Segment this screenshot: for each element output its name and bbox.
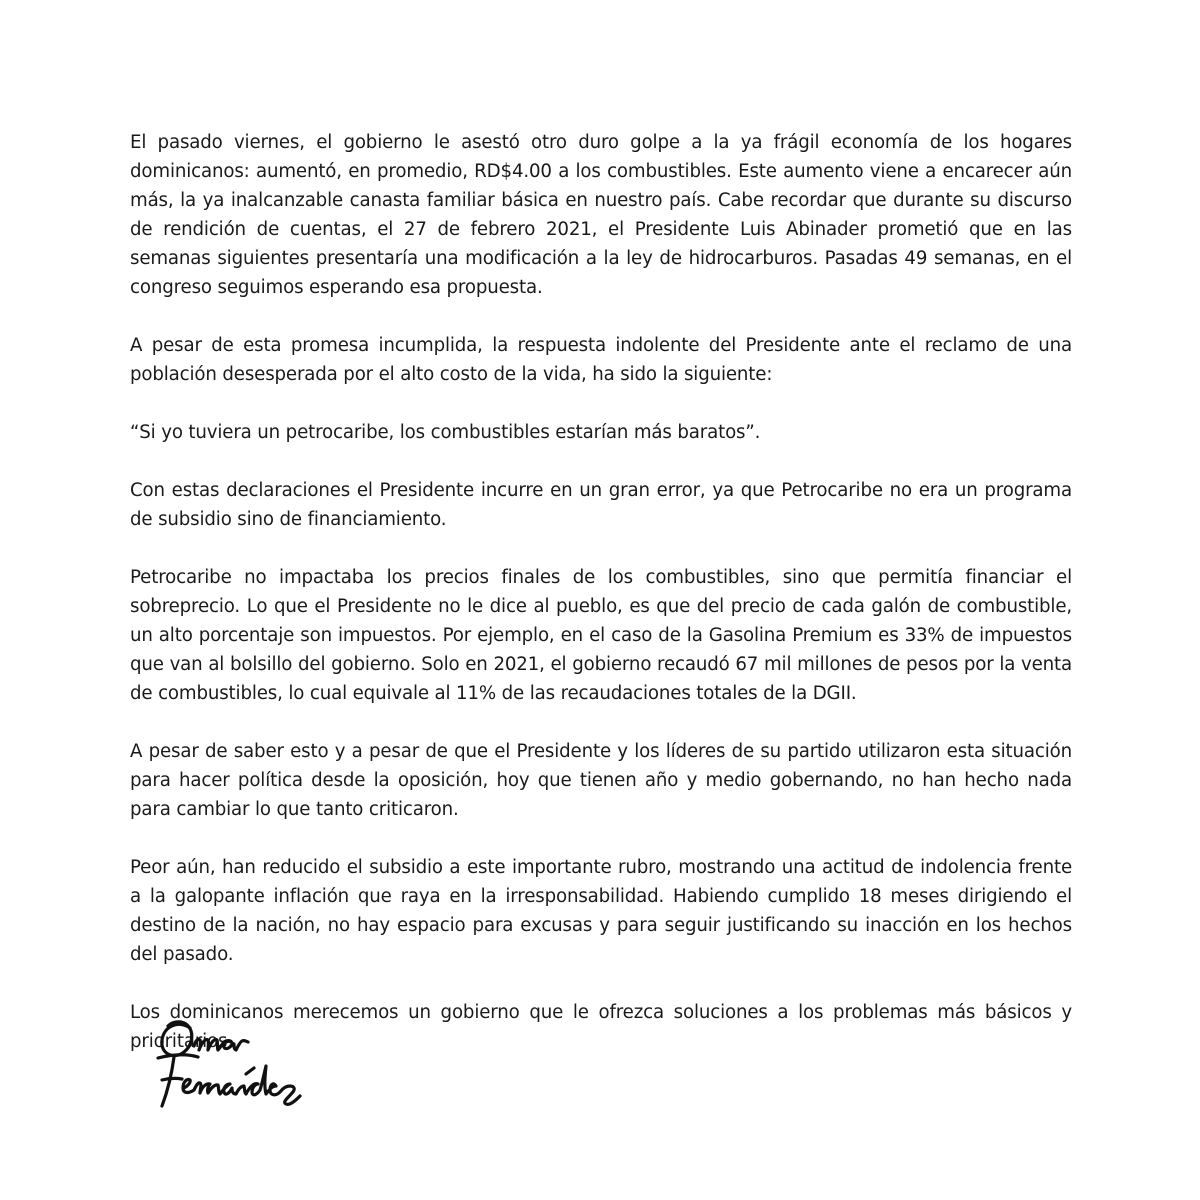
paragraph-petrocaribe-error: Con estas declaraciones el Presidente incurre en un gran error, ya que Petrocaribe no era un programa de subsidio sino de financiamiento.: [130, 480, 1072, 530]
paragraph-conclusion: Los dominicanos merecemos un gobierno que le ofrezca soluciones a los problemas más básicos y prioritarios.: [130, 1002, 1072, 1052]
paragraph-opposition-politics: A pesar de saber esto y a pesar de que el Presidente y los líderes de su partido utilizaron esta situación para hacer política desde la oposición, hoy que tienen año y medio gobernando, no han hecho nada para cambiar lo que tanto criticaron.: [130, 741, 1072, 820]
paragraph-subsidy-reduction: Peor aún, han reducido el subsidio a este importante rubro, mostrando una actitud de indolencia frente a la galopante inflación que raya en la irresponsabilidad. Habiendo cumplido 18 meses dirigiendo el destino de la nación, no hay espacio para excusas y para seguir justificando su inacción en los hechos del pasado.: [130, 857, 1072, 965]
handwritten-signature: [128, 1010, 338, 1110]
paragraph-taxes: Petrocaribe no impactaba los precios finales de los combustibles, sino que permitía financiar el sobreprecio. Lo que el Presidente no le dice al pueblo, es que del precio de cada galón de combustible, un alto porcentaje son impuestos. Por ejemplo, en el caso de la Gasolina Premium es 33% de impuestos que van al bolsillo del gobierno. Solo en 2021, el gobierno recaudó 67 mil millones de pesos por la venta de combustibles, lo cual equivale al 11% de las recaudaciones totales de la DGII.: [130, 567, 1072, 704]
paragraph-unfulfilled-promise: A pesar de esta promesa incumplida, la respuesta indolente del Presidente ante el reclamo de una población desesperada por el alto costo de la vida, ha sido la siguiente:: [130, 335, 1072, 385]
paragraph-president-quote: “Si yo tuviera un petrocaribe, los combustibles estarían más baratos”.: [130, 422, 761, 443]
paragraph-fuel-price-increase: El pasado viernes, el gobierno le asestó otro duro golpe a la ya frágil economía de los hogares dominicanos: aumentó, en promedio, RD$4.00 a los combustibles. Este aumento viene a encarecer aún más, la ya inalcanzable canasta familiar básica en nuestro país. Cabe recordar que durante su discurso de rendición de cuentas, el 27 de febrero 2021, el Presidente Luis Abinader prometió que en las semanas siguientes presentaría una modificación a la ley de hidrocarburos. Pasadas 49 semanas, en el congreso seguimos esperando esa propuesta.: [130, 132, 1072, 298]
letter-body: [130, 128, 1072, 1056]
